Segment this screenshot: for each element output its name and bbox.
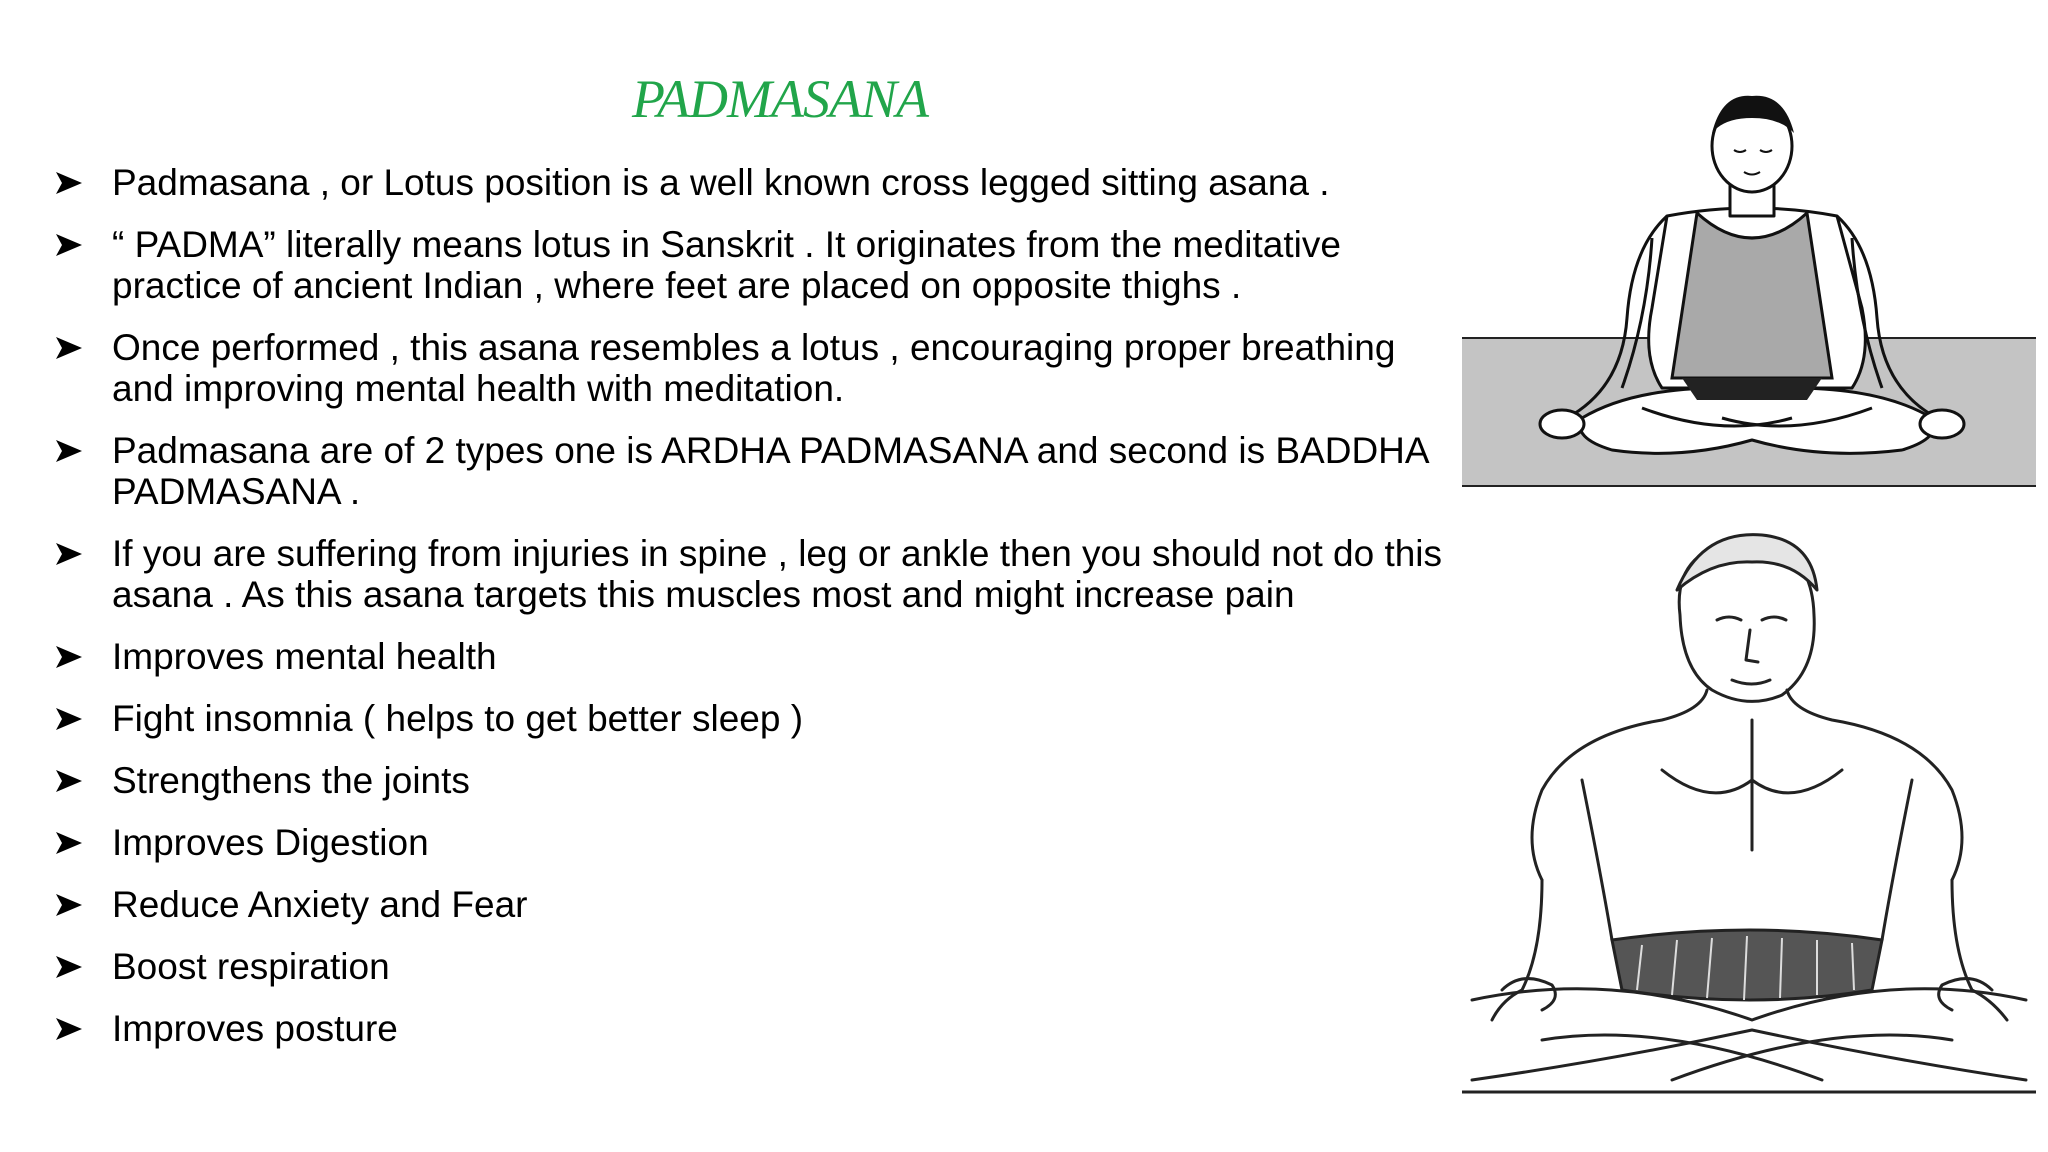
bullet-item (50, 822, 1460, 863)
bullet-text: If you are suffering from injuries in spine , leg or ankle then you should not do this asana . As this asana targets this muscles most and might increase pain (112, 533, 1443, 615)
arrowhead-bullet-icon (54, 169, 84, 197)
bullet-text: Improves Digestion (112, 822, 429, 863)
lotus-pose-sketch (1462, 520, 2036, 1095)
bullet-text: Improves mental health (112, 636, 497, 677)
lotus-pose-illustration (1462, 88, 2036, 490)
bullet-text: Once performed , this asana resembles a lotus , encouraging proper breathing and improving mental health with meditation. (112, 327, 1396, 409)
bullet-item (50, 698, 1460, 739)
bullet-text: Strengthens the joints (112, 760, 470, 801)
arrowhead-bullet-icon (54, 643, 84, 671)
arrowhead-bullet-icon (54, 705, 84, 733)
bullet-item (50, 884, 1460, 925)
bullet-item (50, 533, 1460, 615)
bullet-text: Boost respiration (112, 946, 390, 987)
bullet-text: Reduce Anxiety and Fear (112, 884, 528, 925)
arrowhead-bullet-icon (54, 540, 84, 568)
slide-title: PADMASANA (632, 69, 928, 129)
arrowhead-bullet-icon (54, 953, 84, 981)
bullet-item (50, 224, 1460, 306)
bullet-item (50, 946, 1460, 987)
arrowhead-bullet-icon (54, 829, 84, 857)
arrowhead-bullet-icon (54, 1015, 84, 1043)
bullet-list (50, 162, 1460, 1070)
bullet-text: Padmasana are of 2 types one is ARDHA PADMASANA and second is BADDHA PADMASANA . (112, 430, 1428, 512)
arrowhead-bullet-icon (54, 891, 84, 919)
bullet-text: Fight insomnia ( helps to get better sleep ) (112, 698, 804, 739)
bullet-item (50, 1008, 1460, 1049)
arrowhead-bullet-icon (54, 231, 84, 259)
arrowhead-bullet-icon (54, 334, 84, 362)
bullet-text: Padmasana , or Lotus position is a well known cross legged sitting asana . (112, 162, 1330, 203)
bullet-item (50, 327, 1460, 409)
arrowhead-bullet-icon (54, 437, 84, 465)
bullet-text: “ PADMA” literally means lotus in Sanskrit . It originates from the meditative practice of ancient Indian , where feet are placed on opposite thighs . (112, 224, 1341, 306)
bullet-item (50, 162, 1460, 203)
bullet-item (50, 636, 1460, 677)
bullet-item (50, 430, 1460, 512)
arrowhead-bullet-icon (54, 767, 84, 795)
bullet-item (50, 760, 1460, 801)
bullet-text: Improves posture (112, 1008, 398, 1049)
